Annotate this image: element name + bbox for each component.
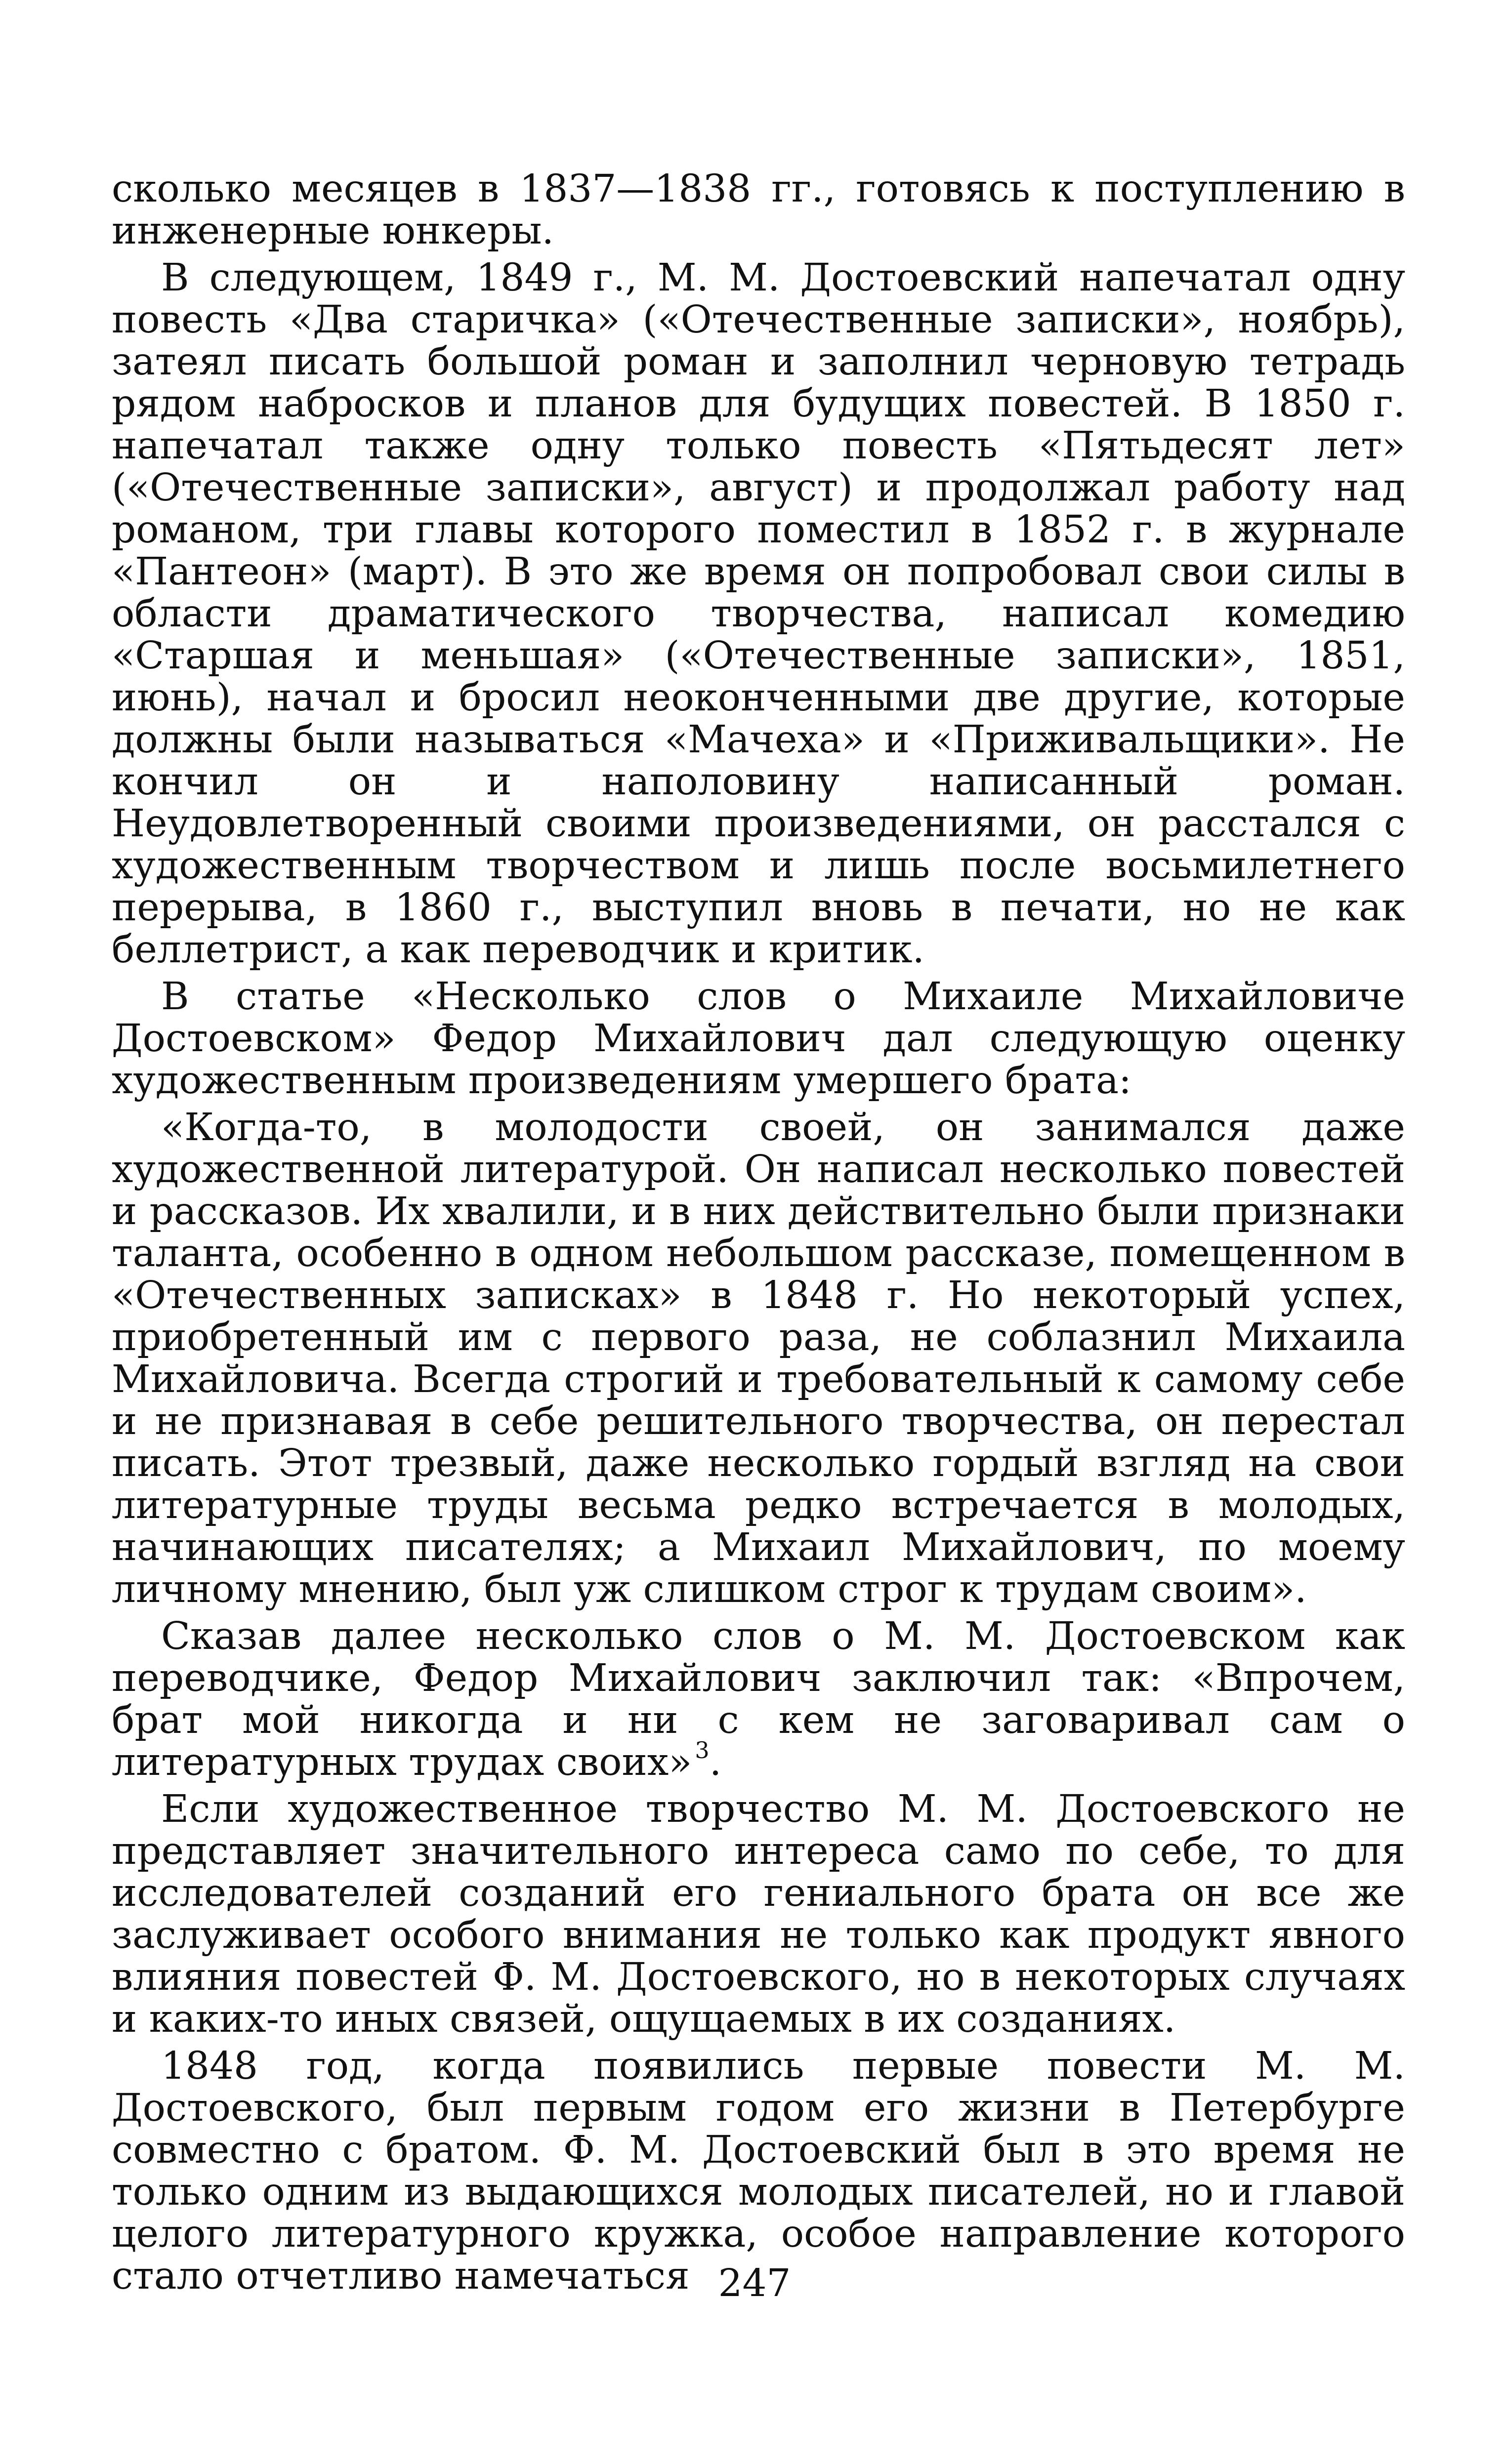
paragraph-year-1848: 1848 год, когда появились первые повести М. М. Достоевского, был первым годом его жизни в Петербурге совместно с братом. Ф. М. Достоевский был в это время не только одним из выдающихся молодых писателей, но и главой целого литературного кружка, особое направление которого стало отчетливо намечаться — [112, 2044, 1405, 2298]
page-number: 247 — [718, 2261, 791, 2305]
paragraph-article: В статье «Несколько слов о Михаиле Михайловиче Достоевском» Федор Михайлович дал следующую оценку художественным произведениям умершего брата: — [112, 975, 1405, 1103]
paragraph-further — [112, 1615, 1405, 1783]
page-body — [112, 168, 1405, 2297]
paragraph-further-tail: . — [709, 1740, 722, 1784]
paragraph-quote: «Когда-то, в молодости своей, он занимался даже художественной литературой. Он написал несколько повестей и рассказов. Их хвалили, и в них действительно были признаки таланта, особенно в одном небольшом рассказе, помещенном в «Отечественных записках» в 1848 г. Но некоторый успех, приобретенный им с первого раза, не соблазнил Михаила Михайловича. Всегда строгий и требовательный к самому себе и не признавая в себе решительного творчества, он перестал писать. Этот трезвый, даже несколько гордый взгляд на свои литературные труды весьма редко встречается в молодых, начинающих писателях; а Михаил Михайлович, по моему личному мнению, был уж слишком строг к трудам своим». — [112, 1106, 1405, 1611]
paragraph-next-year: В следующем, 1849 г., М. М. Достоевский напечатал одну повесть «Два старичка» («Отечественные записки», ноябрь), затеял писать большой роман и заполнил черновую тетрадь рядом набросков и планов для будущих повестей. В 1850 г. напечатал также одну только повесть «Пятьдесят лет» («Отечественные записки», август) и продолжал работу над романом, три главы которого поместил в 1852 г. в журнале «Пантеон» (март). В это же время он попробовал свои силы в области драматического творчества, написал комедию «Старшая и меньшая» («Отечественные записки», 1851, июнь), начал и бросил неоконченными две другие, которые должны были называться «Мачеха» и «Приживальщики». Не кончил он и наполовину написанный роман. Неудовлетворенный своими произведениями, он расстался с художественным творчеством и лишь после восьмилетнего перерыва, в 1860 г., выступил вновь в печати, но не как беллетрист, а как переводчик и критик. — [112, 256, 1405, 972]
paragraph-further-text: Сказав далее несколько слов о М. М. Достоевском как переводчике, Федор Михайлович заключил так: «Впрочем, брат мой никогда и ни с кем не заговаривал сам о литературных трудах своих» — [112, 1614, 1405, 1784]
footnote-reference: 3 — [695, 1737, 710, 1764]
paragraph-continuation: сколько месяцев в 1837—1838 гг., готовясь к поступлению в инженерные юнкеры. — [112, 167, 1405, 253]
paragraph-interest: Если художественное творчество М. М. Достоевского не представляет значительного интереса само по себе, то для исследователей созданий его гениального брата он все же заслуживает особого внимания не только как продукт явного влияния повестей Ф. М. Достоевского, но в некоторых случаях и каких-то иных связей, ощущаемых в их созданиях. — [112, 1787, 1405, 2041]
